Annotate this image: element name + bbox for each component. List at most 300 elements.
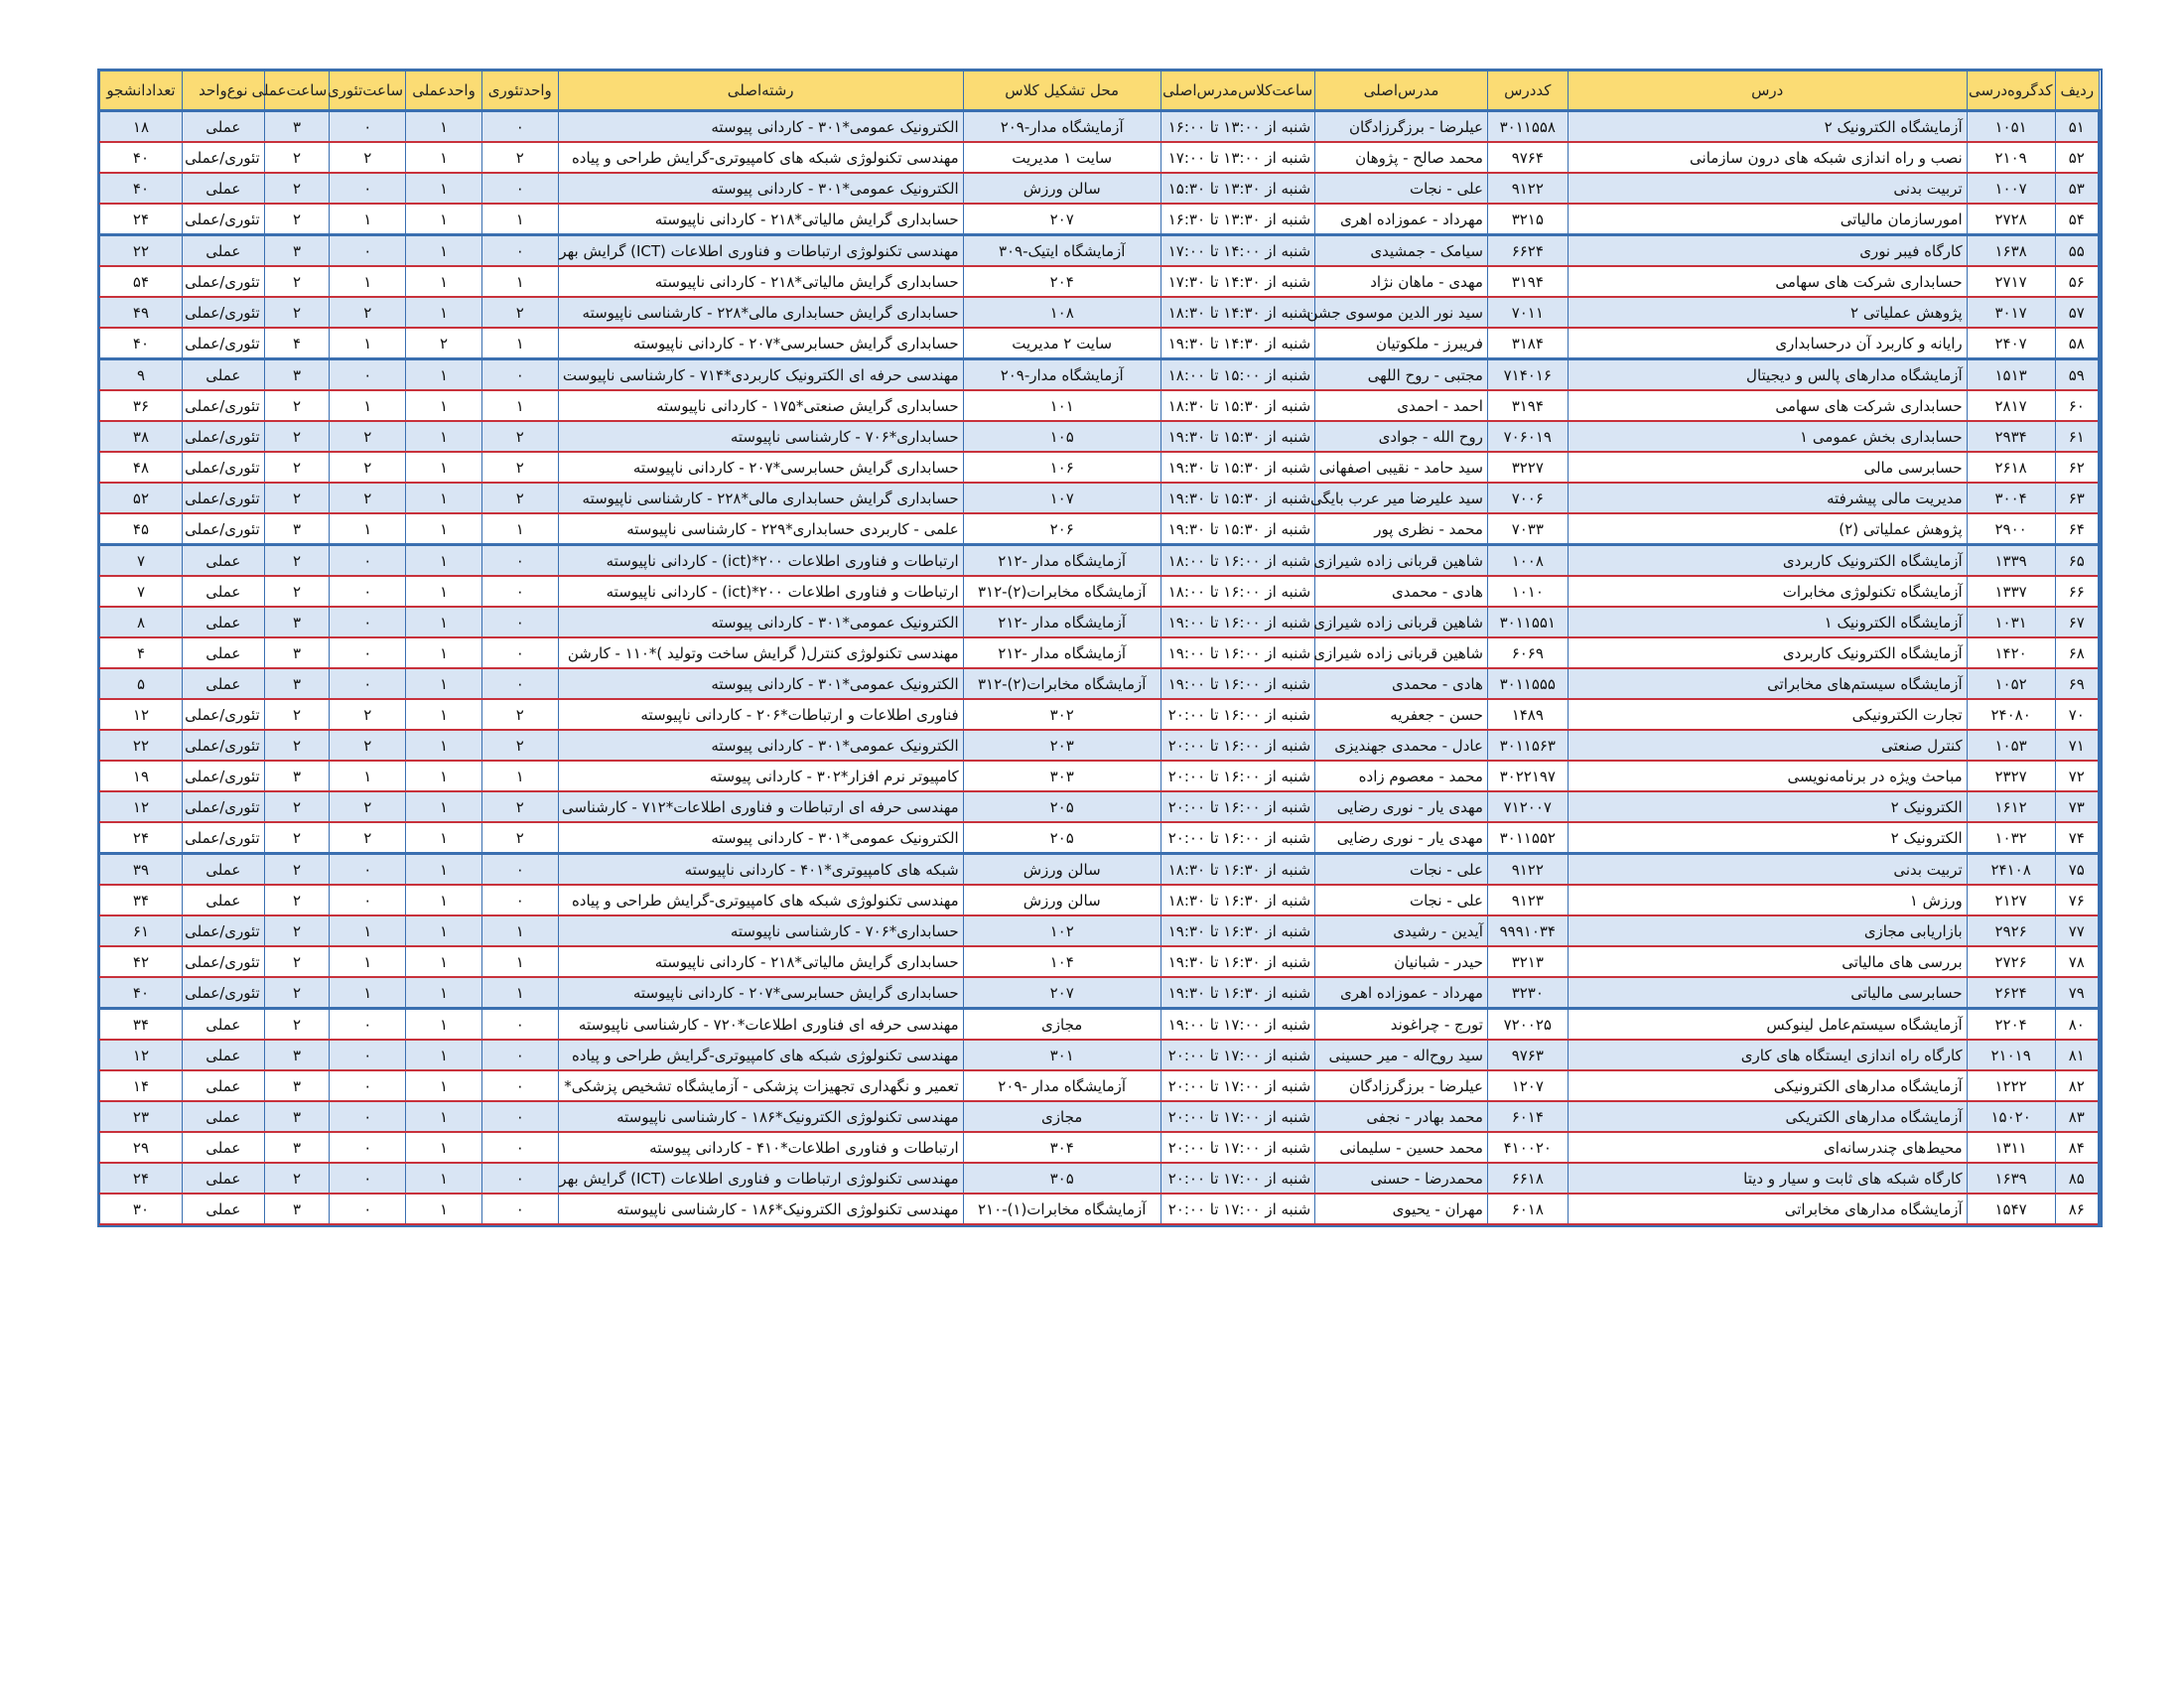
table-cell: مهرداد - عموزاده اهری	[1315, 977, 1488, 1009]
table-cell: ۱۰۳۱	[1967, 607, 2055, 637]
table-cell: الکترونیک عمومی*۳۰۱ - کاردانی پیوسته	[558, 111, 963, 143]
table-cell: حسابداری گرایش حسابرسی*۲۰۷ - کاردانی ناپیوسته	[558, 977, 963, 1009]
table-cell: ۲۹۰۰	[1967, 513, 2055, 545]
table-cell: ۳	[264, 1040, 330, 1070]
table-cell: ۱۰۵۱	[1967, 111, 2055, 143]
table-row	[100, 483, 2100, 513]
table-cell: ۱۴۸۹	[1487, 699, 1568, 730]
table-cell: تربیت بدنی	[1568, 854, 1967, 886]
table-cell: ۷۳	[2055, 791, 2099, 822]
table-cell: کارگاه فیبر نوری	[1568, 235, 1967, 267]
table-cell: ۵۱	[2055, 111, 2099, 143]
table-cell: ۱	[481, 915, 558, 946]
table-cell: ۲۴۰۸۰	[1967, 699, 2055, 730]
table-cell: ۱۰۵۲	[1967, 668, 2055, 699]
table-cell: ۶۱	[2055, 421, 2099, 452]
table-cell: ۳۲۳۰	[1487, 977, 1568, 1009]
table-cell: شنبه از ۱۳:۰۰ تا ۱۶:۰۰	[1160, 111, 1315, 143]
table-cell: ۶۰	[2055, 390, 2099, 421]
table-cell: عملی	[182, 1009, 264, 1041]
table-cell: ۰	[481, 1194, 558, 1224]
table-cell: عیلرضا - برزگرزادگان	[1315, 1070, 1488, 1101]
table-cell: ۸۶	[2055, 1194, 2099, 1224]
table-cell: ۳۲۱۳	[1487, 946, 1568, 977]
table-cell: شنبه از ۱۶:۰۰ تا ۱۹:۰۰	[1160, 668, 1315, 699]
table-cell: آزمایشگاه الکترونیک ۲	[1568, 111, 1967, 143]
table-cell: آزمایشگاه تکنولوژی مخابرات	[1568, 576, 1967, 607]
table-cell: آزمایشگاه مدار -۲۱۲	[963, 545, 1160, 577]
table-cell: شنبه از ۱۶:۰۰ تا ۱۸:۰۰	[1160, 545, 1315, 577]
table-cell: ۳۰۱۱۵۵۵	[1487, 668, 1568, 699]
table-cell: ۱	[481, 328, 558, 359]
table-cell: شنبه از ۱۵:۳۰ تا ۱۹:۳۰	[1160, 483, 1315, 513]
table-cell: ۲۷۱۷	[1967, 266, 2055, 297]
table-cell: ۶۶	[2055, 576, 2099, 607]
table-cell: ۲۰۵	[963, 822, 1160, 854]
table-cell: ۵۴	[2055, 204, 2099, 235]
table-cell: ۳۹	[100, 854, 183, 886]
table-cell: ۱۰۵۳	[1967, 730, 2055, 761]
table-cell: ۳۰	[100, 1194, 183, 1224]
table-cell: ۲	[264, 421, 330, 452]
table-cell: تئوری/عملی	[182, 204, 264, 235]
table-cell: بازاریابی مجازی	[1568, 915, 1967, 946]
table-cell: ۲۴	[100, 204, 183, 235]
table-cell: بررسی های مالیاتی	[1568, 946, 1967, 977]
table-cell: ۲۰۶	[963, 513, 1160, 545]
table-cell: حسابداری گرایش مالیاتی*۲۱۸ - کاردانی ناپیوسته	[558, 946, 963, 977]
table-cell: ۶۹	[2055, 668, 2099, 699]
table-cell: تئوری/عملی	[182, 730, 264, 761]
table-cell: ۲۴	[100, 822, 183, 854]
table-cell: ۲	[330, 699, 406, 730]
table-cell: مهندسی تکنولوژی شبکه های کامپیوتری-گرایش طراحی و پیاده	[558, 1040, 963, 1070]
table-cell: ۸۵	[2055, 1163, 2099, 1194]
table-cell: ۱	[406, 452, 482, 483]
table-cell: الکترونیک عمومی*۳۰۱ - کاردانی پیوسته	[558, 173, 963, 204]
table-cell: ۳	[264, 668, 330, 699]
table-cell: ۱	[481, 513, 558, 545]
table-row	[100, 915, 2100, 946]
table-cell: ۹۷۶۳	[1487, 1040, 1568, 1070]
table-cell: تئوری/عملی	[182, 513, 264, 545]
table-cell: محمد - معصوم زاده	[1315, 761, 1488, 791]
table-cell: ۱	[406, 483, 482, 513]
table-cell: عملی	[182, 359, 264, 391]
table-row	[100, 607, 2100, 637]
table-cell: ۱	[481, 390, 558, 421]
table-cell: ۷۱	[2055, 730, 2099, 761]
table-cell: حسابداری شرکت های سهامی	[1568, 266, 1967, 297]
table-cell: ۱۵۴۷	[1967, 1194, 2055, 1224]
table-cell: مجازی	[963, 1101, 1160, 1132]
table-cell: ۱۹	[100, 761, 183, 791]
table-cell: نصب و راه اندازی شبکه های درون سازمانی	[1568, 142, 1967, 173]
table-cell: آزمایشگاه مخابرات(۲)-۳۱۲	[963, 576, 1160, 607]
table-cell: ۲	[330, 822, 406, 854]
table-cell: کارگاه راه اندازی ایستگاه های کاری	[1568, 1040, 1967, 1070]
table-cell: ۱	[406, 297, 482, 328]
table-cell: محمد صالح - پژوهان	[1315, 142, 1488, 173]
table-cell: ۰	[481, 1040, 558, 1070]
table-row	[100, 1132, 2100, 1163]
table-cell: ۱۲	[100, 699, 183, 730]
table-cell: تئوری/عملی	[182, 977, 264, 1009]
table-cell: عملی	[182, 1040, 264, 1070]
table-cell: ۳۰۰۴	[1967, 483, 2055, 513]
table-cell: ۳۴	[100, 885, 183, 915]
table-cell: ۳۰۱۱۵۵۸	[1487, 111, 1568, 143]
table-cell: ۳	[264, 1101, 330, 1132]
table-cell: ۲۰۳	[963, 730, 1160, 761]
table-cell: مجتبی - روح اللهی	[1315, 359, 1488, 391]
table-row	[100, 1101, 2100, 1132]
table-cell: ۲	[264, 452, 330, 483]
table-cell: تورج - چراغوند	[1315, 1009, 1488, 1041]
table-cell: آزمایشگاه مدارهای مخابراتی	[1568, 1194, 1967, 1224]
table-cell: شنبه از ۱۶:۰۰ تا ۲۰:۰۰	[1160, 822, 1315, 854]
table-cell: ۱۸	[100, 111, 183, 143]
table-cell: ۱۳۳۹	[1967, 545, 2055, 577]
table-cell: فریبرز - ملکوتیان	[1315, 328, 1488, 359]
table-cell: ۸۲	[2055, 1070, 2099, 1101]
table-cell: ۱	[406, 359, 482, 391]
table-cell: هادی - محمدی	[1315, 668, 1488, 699]
table-cell: ۷۲۰۰۲۵	[1487, 1009, 1568, 1041]
table-cell: ۲۰۵	[963, 791, 1160, 822]
table-cell: ۱۰۶	[963, 452, 1160, 483]
table-cell: روح الله - جوادی	[1315, 421, 1488, 452]
table-cell: ۰	[330, 607, 406, 637]
header-cell-theory-units: واحدتئوری	[481, 71, 558, 111]
table-cell: ۳	[264, 1070, 330, 1101]
table-cell: ۱	[406, 791, 482, 822]
table-cell: ۰	[330, 545, 406, 577]
table-cell: ۹۱۲۲	[1487, 173, 1568, 204]
table-cell: مدیریت مالی پیشرفته	[1568, 483, 1967, 513]
table-cell: ۱۰۴	[963, 946, 1160, 977]
table-cell: ۵۸	[2055, 328, 2099, 359]
header-cell-major: رشته‌اصلی	[558, 71, 963, 111]
table-cell: ۵۲	[2055, 142, 2099, 173]
table-cell: ۹	[100, 359, 183, 391]
table-cell: ۰	[330, 173, 406, 204]
table-row	[100, 513, 2100, 545]
table-cell: ۳۰۱۷	[1967, 297, 2055, 328]
table-cell: ۰	[330, 1009, 406, 1041]
table-cell: ۲۱۰۹	[1967, 142, 2055, 173]
table-row	[100, 1194, 2100, 1224]
table-cell: ۰	[330, 885, 406, 915]
table-cell: شبکه های کامپیوتری*۴۰۱ - کاردانی ناپیوسته	[558, 854, 963, 886]
header-cell-row-no: ردیف	[2055, 71, 2099, 111]
table-cell: ۳۲۱۵	[1487, 204, 1568, 235]
table-cell: ۲۲	[100, 235, 183, 267]
table-cell: عملی	[182, 1132, 264, 1163]
table-cell: مهندسی تکنولوژی کنترل( گرایش ساخت وتولید )*۱۱۰ - کارشن	[558, 637, 963, 668]
table-cell: ۱	[406, 545, 482, 577]
table-cell: عملی	[182, 607, 264, 637]
table-cell: ۲	[264, 730, 330, 761]
table-cell: پژوهش عملیاتی ۲	[1568, 297, 1967, 328]
header-cell-course: درس	[1568, 71, 1967, 111]
table-cell: ۴۰	[100, 977, 183, 1009]
table-cell: سید نور الدین موسوی جشن	[1315, 297, 1488, 328]
table-cell: ۱۵۰۲۰	[1967, 1101, 2055, 1132]
table-cell: حسابداری*۷۰۶ - کارشناسی ناپیوسته	[558, 421, 963, 452]
table-cell: ۱۶۳۹	[1967, 1163, 2055, 1194]
table-cell: آزمایشگاه مدار-۲۰۹	[963, 111, 1160, 143]
table-cell: ۲	[330, 730, 406, 761]
table-cell: شنبه از ۱۵:۰۰ تا ۱۸:۰۰	[1160, 359, 1315, 391]
table-cell: ۲	[481, 142, 558, 173]
table-row	[100, 1163, 2100, 1194]
table-cell: ۱	[406, 885, 482, 915]
table-cell: ۸	[100, 607, 183, 637]
table-cell: شنبه از ۱۴:۰۰ تا ۱۷:۰۰	[1160, 235, 1315, 267]
table-cell: ۵۷	[2055, 297, 2099, 328]
table-cell: ۱۰۲	[963, 915, 1160, 946]
table-cell: ۵۶	[2055, 266, 2099, 297]
table-cell: ۱	[330, 761, 406, 791]
table-cell: محمد - نظری پور	[1315, 513, 1488, 545]
table-cell: ۴۵	[100, 513, 183, 545]
table-cell: ۳	[264, 1132, 330, 1163]
table-cell: ۱	[406, 1194, 482, 1224]
table-cell: مهدی - ماهان نژاد	[1315, 266, 1488, 297]
table-cell: ۲	[264, 915, 330, 946]
table-cell: الکترونیک عمومی*۳۰۱ - کاردانی پیوسته	[558, 730, 963, 761]
table-cell: ۱۲۲۲	[1967, 1070, 2055, 1101]
table-body	[100, 111, 2100, 1225]
table-cell: ۲	[264, 854, 330, 886]
table-cell: ۰	[330, 668, 406, 699]
table-cell: ۰	[330, 1194, 406, 1224]
table-cell: آزمایشگاه مخابرات(۲)-۳۱۲	[963, 668, 1160, 699]
table-row	[100, 173, 2100, 204]
table-cell: ۲	[264, 266, 330, 297]
header-cell-practical-units: واحدعملی	[406, 71, 482, 111]
table-row	[100, 204, 2100, 235]
table-cell: شنبه از ۱۵:۳۰ تا ۱۹:۳۰	[1160, 452, 1315, 483]
table-cell: ۲۱۰۱۹	[1967, 1040, 2055, 1070]
table-cell: شنبه از ۱۶:۰۰ تا ۱۹:۰۰	[1160, 637, 1315, 668]
table-cell: ۹۱۲۲	[1487, 854, 1568, 886]
header-cell-group-code: کدگروه‌درسی	[1967, 71, 2055, 111]
table-cell: شنبه از ۱۶:۰۰ تا ۲۰:۰۰	[1160, 699, 1315, 730]
table-cell: ۲۱۲۷	[1967, 885, 2055, 915]
table-cell: حسابداری گرایش حسابرسی*۲۰۷ - کاردانی ناپیوسته	[558, 328, 963, 359]
table-row	[100, 699, 2100, 730]
table-cell: علی - نجات	[1315, 885, 1488, 915]
table-row	[100, 1070, 2100, 1101]
table-cell: ۹۷۶۴	[1487, 142, 1568, 173]
table-cell: ۲۲	[100, 730, 183, 761]
table-cell: ۳۰۴	[963, 1132, 1160, 1163]
table-cell: ۳۰۵	[963, 1163, 1160, 1194]
table-cell: ۱۳۱۱	[1967, 1132, 2055, 1163]
header-cell-course-code: کددرس	[1487, 71, 1568, 111]
table-cell: ۳۰۱	[963, 1040, 1160, 1070]
table-cell: تربیت بدنی	[1568, 173, 1967, 204]
header-cell-student-count: تعدادانشجو	[100, 71, 183, 111]
table-row	[100, 1040, 2100, 1070]
table-cell: ۲۰۴	[963, 266, 1160, 297]
table-cell: عملی	[182, 668, 264, 699]
table-cell: ۴۱۰۰۲۰	[1487, 1132, 1568, 1163]
table-cell: ۱	[406, 204, 482, 235]
table-cell: محمد بهادر - نجفی	[1315, 1101, 1488, 1132]
table-cell: آزمایشگاه الکترونیک کاربردی	[1568, 637, 1967, 668]
table-cell: آزمایشگاه مدار-۲۰۹	[963, 359, 1160, 391]
table-cell: ۷۰۰۶	[1487, 483, 1568, 513]
table-cell: ۲۶۱۸	[1967, 452, 2055, 483]
table-cell: ۳۱۹۴	[1487, 390, 1568, 421]
table-cell: ۲	[481, 822, 558, 854]
table-cell: ۱	[406, 1009, 482, 1041]
table-cell: عملی	[182, 235, 264, 267]
table-row	[100, 328, 2100, 359]
table-cell: سالن ورزش	[963, 173, 1160, 204]
table-cell: ۲۹	[100, 1132, 183, 1163]
table-cell: ۲	[330, 421, 406, 452]
table-cell: ۵۵	[2055, 235, 2099, 267]
table-cell: ۴۰	[100, 173, 183, 204]
table-cell: تجارت الکترونیکی	[1568, 699, 1967, 730]
table-cell: ۱۲۰۷	[1487, 1070, 1568, 1101]
table-cell: ۱	[481, 977, 558, 1009]
table-cell: علمی - کاربردی حسابداری*۲۲۹ - کارشناسی ناپیوسته	[558, 513, 963, 545]
table-cell: ۷	[100, 576, 183, 607]
table-cell: مهندسی حرفه ای ارتباطات و فناوری اطلاعات*۷۱۲ - کارشناسی	[558, 791, 963, 822]
table-cell: ۲	[406, 328, 482, 359]
table-cell: ۲۳۲۷	[1967, 761, 2055, 791]
table-cell: تئوری/عملی	[182, 328, 264, 359]
table-cell: ۱۴	[100, 1070, 183, 1101]
table-cell: حسابداری*۷۰۶ - کارشناسی ناپیوسته	[558, 915, 963, 946]
table-cell: ۳	[264, 235, 330, 267]
table-cell: الکترونیک عمومی*۳۰۱ - کاردانی پیوسته	[558, 668, 963, 699]
table-cell: ۱	[406, 637, 482, 668]
table-cell: شنبه از ۱۴:۳۰ تا ۱۷:۳۰	[1160, 266, 1315, 297]
table-cell: آزمایشگاه الکترونیک کاربردی	[1568, 545, 1967, 577]
table-cell: ۲۴	[100, 1163, 183, 1194]
table-cell: ۱	[406, 390, 482, 421]
table-cell: تئوری/عملی	[182, 822, 264, 854]
table-cell: حسابرسی مالیاتی	[1568, 977, 1967, 1009]
table-cell: حسابداری گرایش مالیاتی*۲۱۸ - کاردانی ناپیوسته	[558, 266, 963, 297]
table-cell: تئوری/عملی	[182, 142, 264, 173]
table-cell: سید روح‌اله - میر حسینی	[1315, 1040, 1488, 1070]
table-cell: ۱	[406, 111, 482, 143]
table-cell: ۰	[330, 576, 406, 607]
table-cell: هادی - محمدی	[1315, 576, 1488, 607]
table-cell: ۲۲۰۴	[1967, 1009, 2055, 1041]
table-cell: پژوهش عملیاتی (۲)	[1568, 513, 1967, 545]
table-cell: ۲	[481, 483, 558, 513]
table-cell: مجازی	[963, 1009, 1160, 1041]
table-cell: ۲۹۳۴	[1967, 421, 2055, 452]
table-cell: ۲	[481, 791, 558, 822]
table-row	[100, 854, 2100, 886]
table-cell: ۳۱۸۴	[1487, 328, 1568, 359]
table-cell: ارتباطات و فناوری اطلاعات ۲۰۰*(ict) - کاردانی ناپیوسته	[558, 545, 963, 577]
table-cell: ۶۰۱۴	[1487, 1101, 1568, 1132]
table-cell: شنبه از ۱۴:۳۰ تا ۱۸:۳۰	[1160, 297, 1315, 328]
table-cell: ۴۹	[100, 297, 183, 328]
table-cell: تئوری/عملی	[182, 946, 264, 977]
table-cell: ۱	[330, 390, 406, 421]
table-cell: ۰	[330, 1163, 406, 1194]
table-cell: ۰	[481, 173, 558, 204]
table-cell: ۲۰۷	[963, 977, 1160, 1009]
table-cell: سایت ۲ مدیریت	[963, 328, 1160, 359]
table-cell: ۴۸	[100, 452, 183, 483]
table-cell: شنبه از ۱۶:۳۰ تا ۱۹:۳۰	[1160, 977, 1315, 1009]
header-cell-unit-type: نوع‌واحد	[182, 71, 264, 111]
table-cell: ۲	[264, 946, 330, 977]
table-cell: ۱۵۱۳	[1967, 359, 2055, 391]
table-cell: ۰	[481, 235, 558, 267]
table-cell: شنبه از ۱۵:۳۰ تا ۱۹:۳۰	[1160, 421, 1315, 452]
table-cell: آیدین - رشیدی	[1315, 915, 1488, 946]
table-cell: ۷۰۶۰۱۹	[1487, 421, 1568, 452]
table-cell: حسابداری گرایش حسابداری مالی*۲۲۸ - کارشناسی ناپیوسته	[558, 483, 963, 513]
table-cell: ۱۰۱	[963, 390, 1160, 421]
table-cell: ۵	[100, 668, 183, 699]
table-cell: ۱	[406, 854, 482, 886]
table-cell: ۴	[264, 328, 330, 359]
table-cell: ۳۰۲	[963, 699, 1160, 730]
table-row	[100, 1009, 2100, 1041]
table-cell: ۲	[264, 791, 330, 822]
table-cell: ۱	[406, 235, 482, 267]
table-cell: ۲۴۰۷	[1967, 328, 2055, 359]
table-cell: امورسازمان مالیاتی	[1568, 204, 1967, 235]
table-cell: تئوری/عملی	[182, 390, 264, 421]
table-cell: ۷	[100, 545, 183, 577]
table-cell: ۱	[481, 204, 558, 235]
table-cell: شنبه از ۱۴:۳۰ تا ۱۹:۳۰	[1160, 328, 1315, 359]
table-cell: سید حامد - نقیبی اصفهانی	[1315, 452, 1488, 483]
table-cell: رایانه و کاربرد آن درحسابداری	[1568, 328, 1967, 359]
table-row	[100, 822, 2100, 854]
header-cell-location: محل تشکیل کلاس	[963, 71, 1160, 111]
table-row	[100, 761, 2100, 791]
table-cell: ۲	[264, 576, 330, 607]
table-cell: عملی	[182, 1101, 264, 1132]
table-cell: ۰	[330, 1132, 406, 1163]
table-cell: ۲۷۲۶	[1967, 946, 2055, 977]
table-cell: شاهین قربانی زاده شیرازی	[1315, 607, 1488, 637]
table-cell: ۶۱	[100, 915, 183, 946]
table-cell: ۱	[330, 977, 406, 1009]
table-cell: ۰	[481, 1070, 558, 1101]
table-cell: سالن ورزش	[963, 885, 1160, 915]
table-cell: ۲	[481, 699, 558, 730]
table-cell: ۷۵	[2055, 854, 2099, 886]
header-cell-theory-hours: ساعت‌تئوری	[330, 71, 406, 111]
table-cell: ورزش ۱	[1568, 885, 1967, 915]
table-cell: ۸۰	[2055, 1009, 2099, 1041]
table-cell: ۷۴	[2055, 822, 2099, 854]
table-cell: ۰	[330, 1040, 406, 1070]
table-cell: ۱	[481, 266, 558, 297]
table-cell: ۲	[264, 483, 330, 513]
table-cell: ۸۳	[2055, 1101, 2099, 1132]
table-row	[100, 576, 2100, 607]
table-cell: الکترونیک عمومی*۳۰۱ - کاردانی پیوسته	[558, 822, 963, 854]
